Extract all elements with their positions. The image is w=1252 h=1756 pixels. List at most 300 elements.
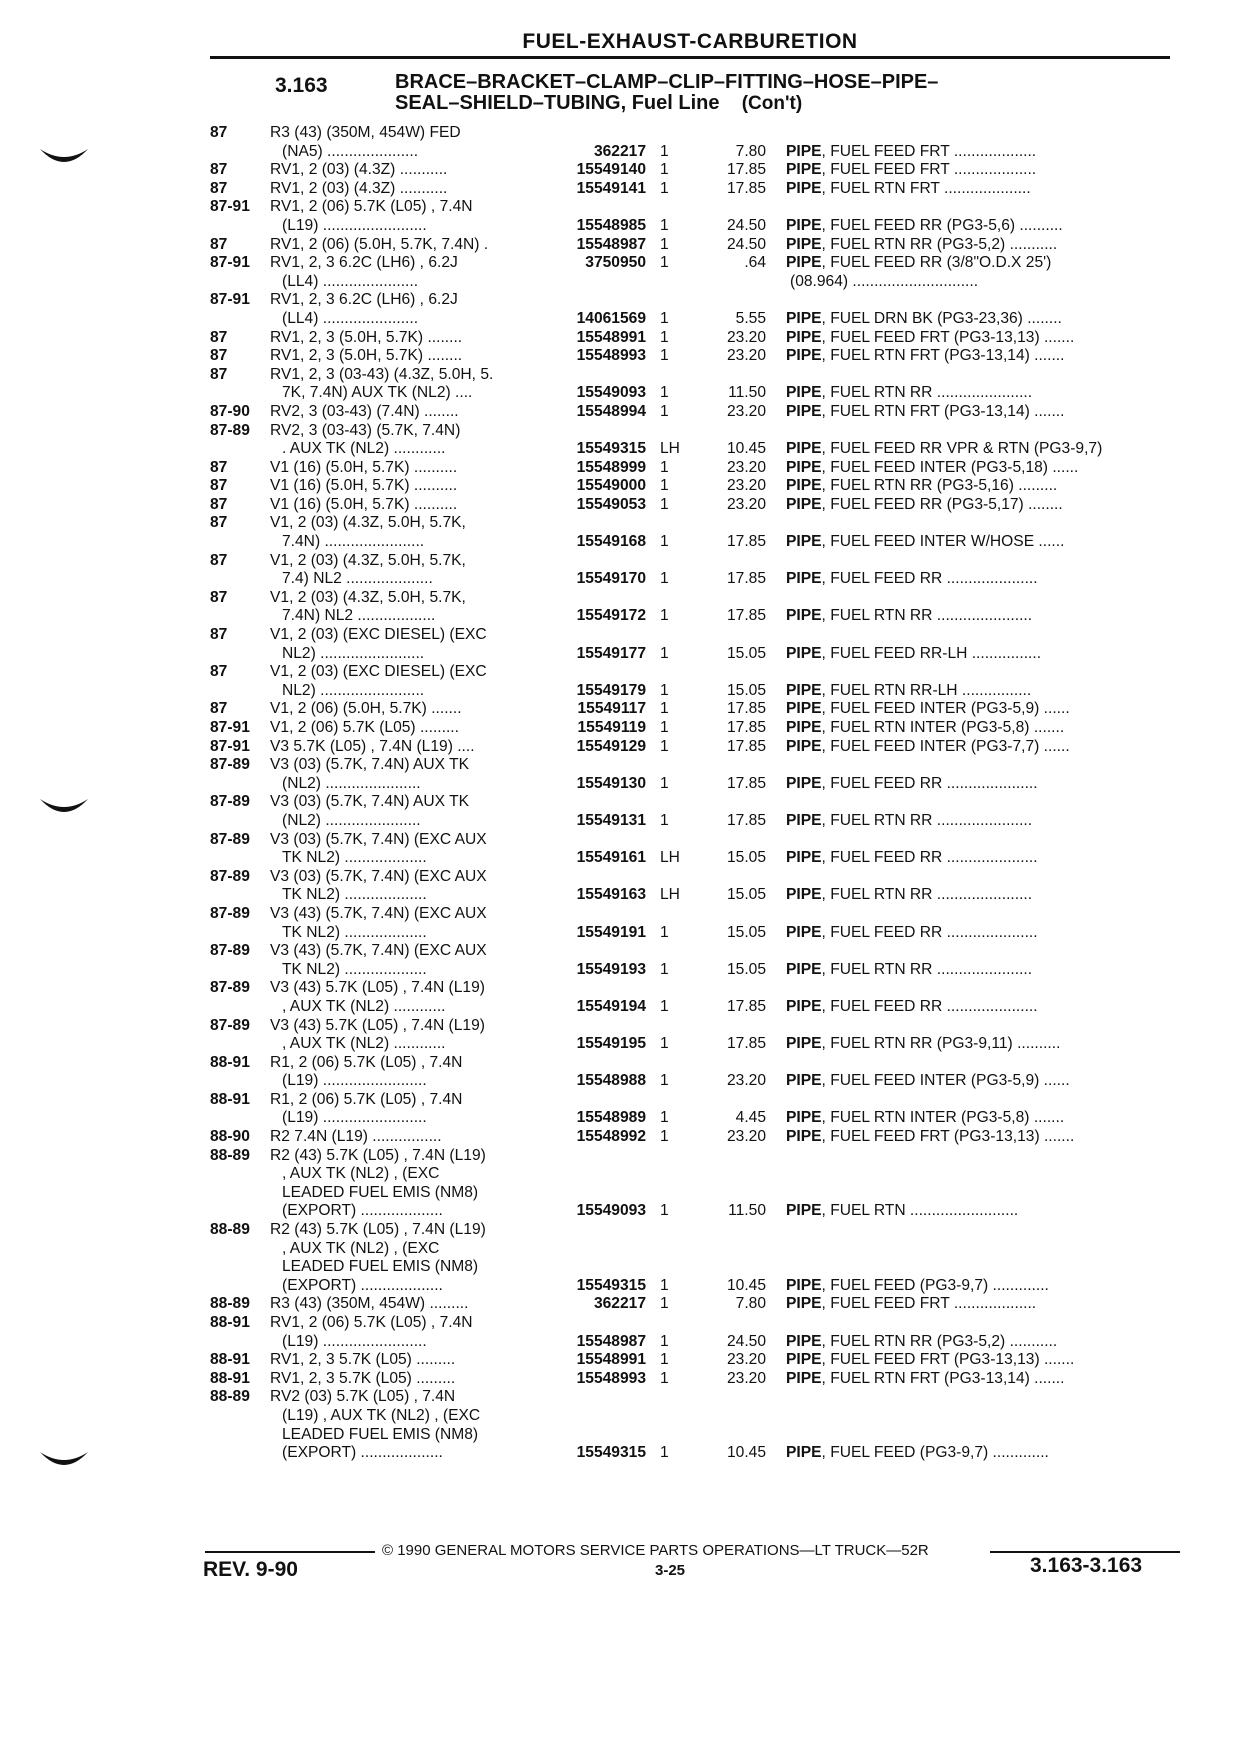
row-description-line: RV1, 2, 3 5.7K (L05) ......... bbox=[270, 1369, 456, 1387]
row-description-line: RV1, 2, 3 5.7K (L05) ......... bbox=[270, 1351, 456, 1369]
row-part-name-bold: PIPE bbox=[786, 179, 822, 197]
row-part-name-bold: PIPE bbox=[786, 440, 822, 458]
row-part-name-bold: PIPE bbox=[786, 458, 822, 476]
row-description-line: RV1, 2, 3 (5.0H, 5.7K) ........ bbox=[270, 328, 463, 346]
row-description-line: RV2, 3 (03-43) (5.7K, 7.4N) bbox=[270, 421, 461, 439]
row-quantity: 1 bbox=[660, 1109, 669, 1127]
row-part-name-bold: PIPE bbox=[786, 533, 822, 551]
row-price: 15.05 bbox=[726, 923, 766, 941]
row-part-number: 15549131 bbox=[576, 811, 646, 829]
row-year: 87 bbox=[210, 663, 228, 681]
row-description-line: 7.4N) ....................... bbox=[282, 533, 425, 551]
row-quantity: 1 bbox=[660, 960, 669, 978]
row-price: 4.45 bbox=[735, 1109, 766, 1127]
row-part-detail: , FUEL FEED INTER (PG3-5,9) ...... bbox=[821, 1072, 1070, 1090]
row-price: 23.20 bbox=[726, 328, 766, 346]
row-part-number: 15549141 bbox=[576, 179, 646, 197]
row-year: 87 bbox=[210, 700, 228, 718]
row-part-number: 15548987 bbox=[576, 235, 646, 253]
row-part-number: 15549093 bbox=[576, 1202, 646, 1220]
row-part-name bbox=[766, 645, 1170, 664]
row-year: 88-91 bbox=[210, 1369, 250, 1387]
row-quantity: 1 bbox=[660, 1202, 669, 1220]
row-description bbox=[270, 1017, 546, 1054]
table-row bbox=[210, 738, 1170, 757]
row-description bbox=[270, 459, 546, 478]
row-part-detail: , FUEL FEED FRT ................... bbox=[821, 1295, 1037, 1313]
row-part-number: 15548999 bbox=[576, 458, 646, 476]
row-quantity: 1 bbox=[660, 1444, 669, 1462]
table-row bbox=[210, 626, 1170, 663]
row-part-name-bold: PIPE bbox=[786, 607, 822, 625]
row-part-name bbox=[766, 477, 1170, 496]
row-price: 23.20 bbox=[726, 402, 766, 420]
page-header-title: FUEL-EXHAUST-CARBURETION bbox=[522, 30, 858, 53]
row-quantity: 1 bbox=[660, 1276, 669, 1294]
header-rule bbox=[210, 56, 1170, 59]
row-part-name bbox=[766, 775, 1170, 794]
table-row bbox=[210, 831, 1170, 868]
row-price: 23.20 bbox=[726, 1072, 766, 1090]
row-description-line: V3 (43) 5.7K (L05) , 7.4N (L19) bbox=[270, 1016, 485, 1034]
row-price: 23.20 bbox=[726, 347, 766, 365]
row-part-detail: , FUEL FEED RR ..................... bbox=[821, 774, 1038, 792]
row-year: 87-91 bbox=[210, 719, 250, 736]
row-part-name-bold: PIPE bbox=[786, 254, 822, 272]
row-part-name-bold: PIPE bbox=[786, 142, 822, 160]
row-part-detail: , FUEL FEED RR (PG3-5,17) ........ bbox=[821, 495, 1063, 513]
row-description-line: RV1, 2 (03) (4.3Z) ........... bbox=[270, 161, 448, 179]
row-quantity: 1 bbox=[660, 1351, 669, 1369]
row-part-name bbox=[766, 254, 1170, 291]
row-description bbox=[270, 514, 546, 551]
row-part-number: 362217 bbox=[593, 1295, 646, 1313]
row-part-name bbox=[766, 1351, 1170, 1370]
row-part-number: 15549191 bbox=[576, 923, 646, 941]
table-row bbox=[210, 979, 1170, 1016]
row-description-line: NL2) ........................ bbox=[282, 681, 425, 699]
row-description bbox=[270, 254, 546, 291]
row-year: 87-89 bbox=[210, 904, 250, 922]
row-description-line: , AUX TK (NL2) ............ bbox=[282, 997, 446, 1015]
row-part-number: 15549179 bbox=[576, 681, 646, 699]
row-price: 15.05 bbox=[726, 849, 766, 867]
row-quantity: 1 bbox=[660, 1072, 669, 1090]
row-part-name bbox=[766, 161, 1170, 180]
row-part-name-bold: PIPE bbox=[786, 644, 822, 662]
row-description-line: TK NL2) ................... bbox=[282, 960, 427, 978]
row-quantity: 1 bbox=[660, 458, 669, 476]
parts-list bbox=[210, 124, 1170, 1463]
table-row bbox=[210, 514, 1170, 551]
row-part-name-bold: PIPE bbox=[786, 328, 822, 346]
row-part-name-bold: PIPE bbox=[786, 1332, 822, 1350]
row-part-number: 15549193 bbox=[576, 960, 646, 978]
row-description-line: V3 (03) (5.7K, 7.4N) (EXC AUX bbox=[270, 830, 487, 848]
row-quantity: 1 bbox=[660, 644, 669, 662]
section-title-line2: SEAL–SHIELD–TUBING, Fuel Line (Con't) bbox=[395, 92, 803, 114]
row-year: 87 bbox=[210, 514, 228, 532]
row-description-line: (L19) ........................ bbox=[282, 216, 427, 234]
row-description-line: R1, 2 (06) 5.7K (L05) , 7.4N bbox=[270, 1090, 463, 1108]
row-part-name-bold: PIPE bbox=[786, 774, 822, 792]
row-price: 5.55 bbox=[735, 309, 766, 327]
table-row bbox=[210, 403, 1170, 422]
row-year: 87-89 bbox=[210, 979, 250, 997]
row-description bbox=[270, 1091, 546, 1128]
row-part-name bbox=[766, 1109, 1170, 1128]
row-description-line: V1, 2 (03) (4.3Z, 5.0H, 5.7K, bbox=[270, 514, 466, 532]
row-description bbox=[270, 756, 546, 793]
row-part-detail-line2: (08.964) ............................. bbox=[790, 272, 979, 290]
row-price: 17.85 bbox=[726, 774, 766, 792]
row-description-line: TK NL2) ................... bbox=[282, 923, 427, 941]
row-quantity: 1 bbox=[660, 384, 669, 402]
row-part-name-bold: PIPE bbox=[786, 1276, 822, 1294]
row-part-number: 15549172 bbox=[576, 607, 646, 625]
row-year: 88-89 bbox=[210, 1221, 250, 1239]
row-description-line: RV1, 2, 3 (03-43) (4.3Z, 5.0H, 5. bbox=[270, 365, 494, 383]
row-part-detail: , FUEL RTN ......................... bbox=[821, 1202, 1019, 1220]
row-part-number: 362217 bbox=[593, 142, 646, 160]
row-year: 87-90 bbox=[210, 402, 250, 420]
row-part-number: 15549093 bbox=[576, 384, 646, 402]
row-part-name bbox=[766, 924, 1170, 943]
row-price: 17.85 bbox=[726, 737, 766, 755]
row-description-line: RV2, 3 (03-43) (7.4N) ........ bbox=[270, 402, 459, 420]
row-price: 24.50 bbox=[726, 216, 766, 234]
row-quantity: 1 bbox=[660, 402, 669, 420]
row-description-line: R2 7.4N (L19) ................ bbox=[270, 1128, 442, 1146]
row-year: 88-89 bbox=[210, 1146, 250, 1164]
row-quantity: 1 bbox=[660, 179, 669, 197]
row-part-detail: , FUEL RTN RR ...................... bbox=[821, 607, 1033, 625]
row-part-name bbox=[766, 180, 1170, 199]
table-row bbox=[210, 1314, 1170, 1351]
row-year: 87-89 bbox=[210, 756, 250, 774]
row-part-name bbox=[766, 998, 1170, 1017]
row-part-name-bold: PIPE bbox=[786, 216, 822, 234]
row-part-detail: , FUEL FEED (PG3-9,7) ............. bbox=[821, 1444, 1049, 1462]
row-description-line: V3 (43) 5.7K (L05) , 7.4N (L19) bbox=[270, 979, 485, 997]
row-description-line: V1 (16) (5.0H, 5.7K) .......... bbox=[270, 495, 458, 513]
row-description bbox=[270, 719, 546, 738]
row-description-line: RV1, 2 (06) 5.7K (L05) , 7.4N bbox=[270, 1314, 473, 1331]
row-part-name-bold: PIPE bbox=[786, 347, 822, 365]
row-price: 11.50 bbox=[728, 1202, 766, 1220]
row-description-line: V1, 2 (03) (EXC DIESEL) (EXC bbox=[270, 626, 487, 644]
row-price: 17.85 bbox=[726, 161, 766, 179]
row-description-line: , AUX TK (NL2) , (EXC bbox=[282, 1239, 440, 1257]
row-part-name-bold: PIPE bbox=[786, 960, 822, 978]
row-part-name bbox=[766, 384, 1170, 403]
row-description-line: (EXPORT) ................... bbox=[282, 1276, 443, 1294]
row-part-detail: , FUEL FEED RR (PG3-5,6) .......... bbox=[821, 216, 1063, 234]
row-part-number: 15548993 bbox=[576, 1369, 646, 1387]
row-description bbox=[270, 1128, 546, 1147]
row-year: 87-91 bbox=[210, 198, 250, 216]
row-part-detail: , FUEL RTN RR (PG3-9,11) .......... bbox=[821, 1035, 1061, 1053]
row-part-name-bold: PIPE bbox=[786, 811, 822, 829]
binder-hole-icon bbox=[38, 795, 90, 821]
row-year: 87 bbox=[210, 551, 228, 569]
row-description-line: V3 (43) (5.7K, 7.4N) (EXC AUX bbox=[270, 942, 487, 960]
row-description bbox=[270, 477, 546, 496]
row-description bbox=[270, 1388, 546, 1462]
row-part-detail: , FUEL RTN RR ...................... bbox=[821, 886, 1033, 904]
row-quantity: 1 bbox=[660, 719, 669, 736]
row-year: 88-91 bbox=[210, 1053, 250, 1071]
row-year: 87-89 bbox=[210, 793, 250, 811]
row-price: 11.50 bbox=[728, 384, 766, 402]
row-part-name-bold: PIPE bbox=[786, 495, 822, 513]
row-description-line: . AUX TK (NL2) ............ bbox=[282, 440, 446, 458]
row-part-name bbox=[766, 719, 1170, 738]
row-part-detail: , FUEL FEED RR ..................... bbox=[821, 923, 1038, 941]
table-row bbox=[210, 1017, 1170, 1054]
row-description-line: R2 (43) 5.7K (L05) , 7.4N (L19) bbox=[270, 1221, 486, 1239]
row-part-number: 15548988 bbox=[576, 1072, 646, 1090]
row-part-detail: , FUEL FEED INTER W/HOSE ...... bbox=[821, 533, 1065, 551]
row-description bbox=[270, 366, 546, 403]
table-row bbox=[210, 477, 1170, 496]
row-description bbox=[270, 1351, 546, 1370]
table-row bbox=[210, 496, 1170, 515]
row-description-line: V3 (43) (5.7K, 7.4N) (EXC AUX bbox=[270, 904, 487, 922]
row-description bbox=[270, 979, 546, 1016]
table-row bbox=[210, 905, 1170, 942]
row-year: 87 bbox=[210, 626, 228, 644]
row-part-name-bold: PIPE bbox=[786, 1109, 822, 1127]
row-price: 23.20 bbox=[726, 1128, 766, 1146]
table-row bbox=[210, 180, 1170, 199]
row-quantity: 1 bbox=[660, 1295, 669, 1313]
row-price: 17.85 bbox=[726, 719, 766, 736]
row-part-name bbox=[766, 700, 1170, 719]
row-part-name-bold: PIPE bbox=[786, 1295, 822, 1313]
row-part-name-bold: PIPE bbox=[786, 402, 822, 420]
row-quantity: 1 bbox=[660, 328, 669, 346]
row-description-line: RV1, 2, 3 6.2C (LH6) , 6.2J bbox=[270, 291, 458, 309]
row-part-name-bold: PIPE bbox=[786, 923, 822, 941]
row-description-line: TK NL2) ................... bbox=[282, 849, 427, 867]
row-part-number: 15548992 bbox=[576, 1128, 646, 1146]
table-row bbox=[210, 868, 1170, 905]
row-description-line: RV1, 2 (06) 5.7K (L05) , 7.4N bbox=[270, 198, 473, 216]
row-part-number: 14061569 bbox=[576, 309, 646, 327]
row-description bbox=[270, 180, 546, 199]
row-quantity: 1 bbox=[660, 1332, 669, 1350]
row-part-number: 15549119 bbox=[577, 719, 646, 736]
row-description bbox=[270, 589, 546, 626]
row-year: 87-89 bbox=[210, 867, 250, 885]
row-description-line: V1, 2 (03) (4.3Z, 5.0H, 5.7K, bbox=[270, 551, 466, 569]
table-row bbox=[210, 422, 1170, 459]
row-description-line: V1, 2 (06) (5.0H, 5.7K) ....... bbox=[270, 700, 462, 718]
row-part-detail: , FUEL RTN INTER (PG3-5,8) ....... bbox=[821, 1109, 1065, 1127]
row-part-detail: , FUEL RTN FRT (PG3-13,14) ....... bbox=[821, 347, 1065, 365]
row-part-number: 15549315 bbox=[576, 1276, 646, 1294]
row-price: 10.45 bbox=[726, 1276, 766, 1294]
row-part-name bbox=[766, 1370, 1170, 1389]
row-part-detail: , FUEL FEED FRT (PG3-13,13) ....... bbox=[821, 1351, 1075, 1369]
footer-rule-left bbox=[205, 1551, 375, 1553]
row-description bbox=[270, 198, 546, 235]
row-year: 87 bbox=[210, 477, 228, 495]
row-part-number: 15548985 bbox=[576, 216, 646, 234]
row-part-name-bold: PIPE bbox=[786, 570, 822, 588]
row-price: 17.85 bbox=[726, 811, 766, 829]
row-description-line: 7.4N) NL2 .................. bbox=[282, 607, 436, 625]
row-part-number: 15548991 bbox=[576, 328, 646, 346]
row-quantity: 1 bbox=[660, 235, 669, 253]
row-quantity: 1 bbox=[660, 923, 669, 941]
row-part-detail: , FUEL FEED INTER (PG3-7,7) ...... bbox=[821, 737, 1070, 755]
row-part-name bbox=[766, 607, 1170, 626]
table-row bbox=[210, 719, 1170, 738]
table-row bbox=[210, 366, 1170, 403]
row-price: 17.85 bbox=[726, 533, 766, 551]
row-part-name-bold: PIPE bbox=[786, 886, 822, 904]
row-part-detail: , FUEL FEED RR ..................... bbox=[821, 849, 1038, 867]
row-year: 87-89 bbox=[210, 421, 250, 439]
row-part-name bbox=[766, 1295, 1170, 1314]
row-description-line: V1 (16) (5.0H, 5.7K) .......... bbox=[270, 458, 458, 476]
table-row bbox=[210, 329, 1170, 348]
row-year: 87 bbox=[210, 161, 228, 179]
row-description-line: V1, 2 (03) (4.3Z, 5.0H, 5.7K, bbox=[270, 588, 466, 606]
row-part-detail: , FUEL FEED RR ..................... bbox=[821, 997, 1038, 1015]
row-part-number: 15549170 bbox=[576, 570, 646, 588]
row-description bbox=[270, 422, 546, 459]
binder-hole-icon bbox=[38, 1448, 90, 1474]
row-description bbox=[270, 124, 546, 161]
row-price: 10.45 bbox=[726, 1444, 766, 1462]
row-part-number: 15548994 bbox=[576, 402, 646, 420]
row-part-name-bold: PIPE bbox=[786, 719, 822, 736]
row-price: 15.05 bbox=[726, 886, 766, 904]
row-year: 87-91 bbox=[210, 254, 250, 272]
row-description bbox=[270, 1221, 546, 1295]
row-price: 17.85 bbox=[726, 700, 766, 718]
row-description-line: R1, 2 (06) 5.7K (L05) , 7.4N bbox=[270, 1053, 463, 1071]
row-part-name bbox=[766, 849, 1170, 868]
row-description-line: (NA5) ..................... bbox=[282, 142, 419, 160]
row-description-line: LEADED FUEL EMIS (NM8) bbox=[282, 1183, 479, 1201]
row-part-name bbox=[766, 812, 1170, 831]
row-description-line: (L19) ........................ bbox=[282, 1109, 427, 1127]
row-part-detail: , FUEL FEED FRT ................... bbox=[821, 161, 1037, 179]
row-part-name-bold: PIPE bbox=[786, 161, 822, 179]
row-part-name bbox=[766, 1035, 1170, 1054]
row-part-name bbox=[766, 310, 1170, 329]
row-part-detail: , FUEL DRN BK (PG3-23,36) ........ bbox=[821, 309, 1062, 327]
row-description-line: V3 5.7K (L05) , 7.4N (L19) .... bbox=[270, 737, 475, 755]
row-price: 24.50 bbox=[726, 235, 766, 253]
row-description-line: R2 (43) 5.7K (L05) , 7.4N (L19) bbox=[270, 1146, 486, 1164]
row-part-name-bold: PIPE bbox=[786, 700, 822, 718]
row-description bbox=[270, 347, 546, 366]
row-part-number: 15549194 bbox=[576, 997, 646, 1015]
row-description-line: (L19) , AUX TK (NL2) , (EXC bbox=[282, 1406, 481, 1424]
row-description-line: 7K, 7.4N) AUX TK (NL2) .... bbox=[282, 384, 473, 402]
row-part-detail: , FUEL FEED INTER (PG3-5,9) ...... bbox=[821, 700, 1070, 718]
row-part-number: 15549315 bbox=[576, 1444, 646, 1462]
row-part-number: 15549168 bbox=[576, 533, 646, 551]
row-quantity: 1 bbox=[660, 737, 669, 755]
row-quantity: 1 bbox=[660, 1369, 669, 1387]
row-part-detail: , FUEL RTN RR ...................... bbox=[821, 960, 1033, 978]
row-price: .64 bbox=[744, 254, 766, 272]
row-part-detail: , FUEL FEED RR VPR & RTN (PG3-9,7) bbox=[821, 440, 1103, 458]
footer-section-range: 3.163-3.163 bbox=[1030, 1554, 1143, 1577]
row-description bbox=[270, 403, 546, 422]
row-description bbox=[270, 1147, 546, 1221]
row-description-line: (L19) ........................ bbox=[282, 1332, 427, 1350]
table-row bbox=[210, 756, 1170, 793]
row-description bbox=[270, 738, 546, 757]
row-description bbox=[270, 831, 546, 868]
row-description bbox=[270, 161, 546, 180]
row-part-name-bold: PIPE bbox=[786, 1369, 822, 1387]
row-description-line: (LL4) ...................... bbox=[282, 272, 419, 290]
table-row bbox=[210, 663, 1170, 700]
table-row bbox=[210, 942, 1170, 979]
row-part-number: 15549129 bbox=[576, 737, 646, 755]
row-description-line: V1, 2 (03) (EXC DIESEL) (EXC bbox=[270, 663, 487, 681]
row-part-number: 15549195 bbox=[576, 1035, 646, 1053]
row-part-name bbox=[766, 1444, 1170, 1463]
table-row bbox=[210, 254, 1170, 291]
row-description-line: LEADED FUEL EMIS (NM8) bbox=[282, 1425, 479, 1443]
table-row bbox=[210, 700, 1170, 719]
row-part-name-bold: PIPE bbox=[786, 1444, 822, 1462]
row-part-detail: , FUEL FEED FRT (PG3-13,13) ....... bbox=[821, 1128, 1075, 1146]
row-part-number: 3750950 bbox=[585, 254, 646, 272]
row-year: 87 bbox=[210, 124, 228, 141]
row-description-line: RV1, 2, 3 (5.0H, 5.7K) ........ bbox=[270, 347, 463, 365]
row-part-name bbox=[766, 1072, 1170, 1091]
row-part-name bbox=[766, 1333, 1170, 1352]
row-part-number: 15549000 bbox=[576, 477, 646, 495]
row-quantity: 1 bbox=[660, 1035, 669, 1053]
row-description-line: , AUX TK (NL2) , (EXC bbox=[282, 1165, 440, 1183]
row-description bbox=[270, 942, 546, 979]
row-year: 88-91 bbox=[210, 1351, 250, 1369]
table-row bbox=[210, 1295, 1170, 1314]
row-part-name-bold: PIPE bbox=[786, 997, 822, 1015]
row-description-line: TK NL2) ................... bbox=[282, 886, 427, 904]
row-description-line: (NL2) ...................... bbox=[282, 811, 421, 829]
row-description bbox=[270, 905, 546, 942]
row-part-name bbox=[766, 217, 1170, 236]
row-part-name-bold: PIPE bbox=[786, 477, 822, 495]
row-price: 24.50 bbox=[726, 1332, 766, 1350]
row-price: 17.85 bbox=[726, 997, 766, 1015]
row-part-name bbox=[766, 496, 1170, 515]
footer-revision: REV. 9-90 bbox=[203, 1558, 298, 1581]
table-row bbox=[210, 1091, 1170, 1128]
row-part-number: 15548989 bbox=[576, 1109, 646, 1127]
row-description-line: V3 (03) (5.7K, 7.4N) AUX TK bbox=[270, 756, 470, 774]
row-price: 7.80 bbox=[735, 1295, 766, 1313]
row-part-name-bold: PIPE bbox=[786, 681, 822, 699]
row-part-detail: , FUEL FEED (PG3-9,7) ............. bbox=[821, 1276, 1049, 1294]
row-price: 15.05 bbox=[726, 681, 766, 699]
table-row bbox=[210, 1128, 1170, 1147]
row-part-name bbox=[766, 533, 1170, 552]
row-description-line: (L19) ........................ bbox=[282, 1072, 427, 1090]
